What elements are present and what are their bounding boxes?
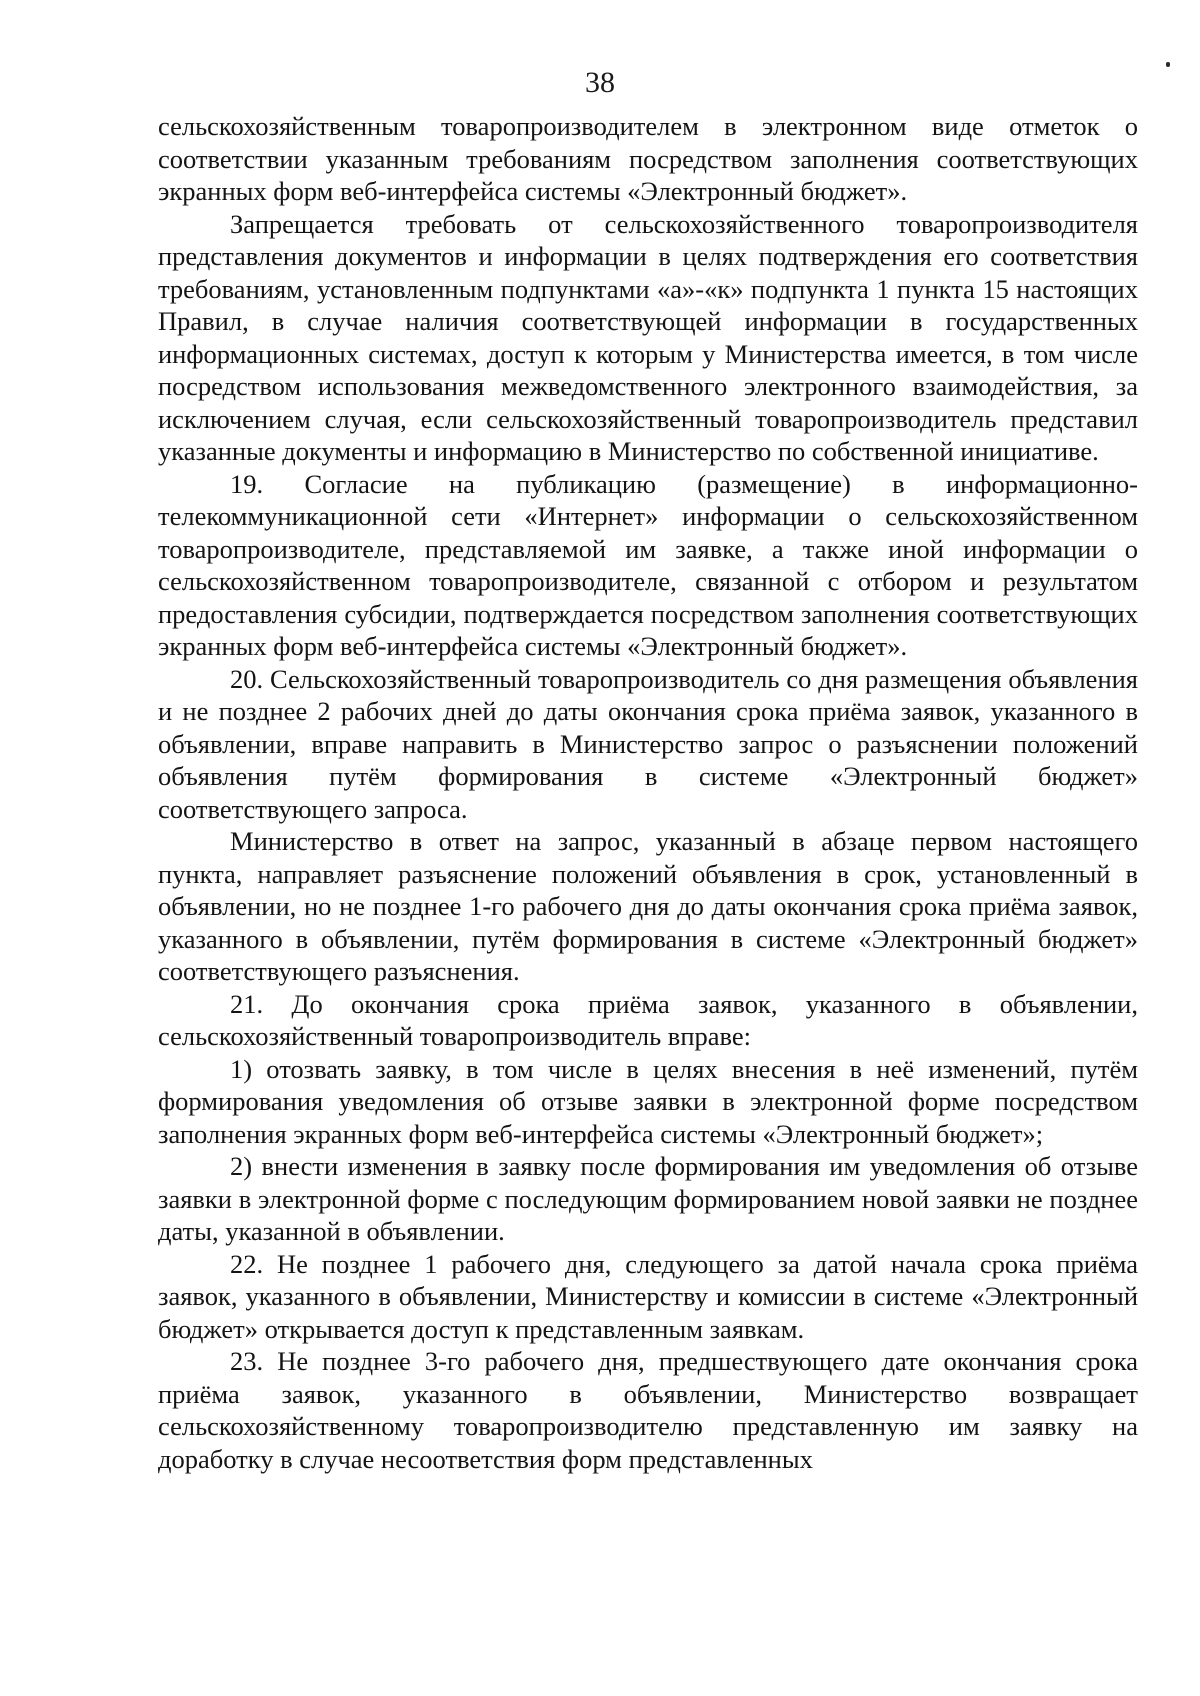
paragraph-21-item-1: 1) отозвать заявку, в том числе в целях внесения в неё изменений, путём формирования уведомления об отзыве заявки в электронной форме посредством заполнения экранных форм веб-интерфейса системы «Электронный бюджет»; (158, 1053, 1138, 1149)
paragraph-19: 19. Согласие на публикацию (размещение) в информационно-телекоммуникационной сети «Интернет» информации о сельскохозяйственном товаропроизводителе, представляемой им заявке, а также иной информации о сельскохозяйственном товаропроизводителе, связанной с отбором и результатом предоставления субсидии, подтверждается посредством заполнения соответствующих экранных форм веб-интерфейса системы «Электронный бюджет». (158, 468, 1138, 661)
scan-speck (1166, 62, 1170, 67)
page-number: 38 (585, 66, 615, 99)
document-body (158, 110, 1138, 1475)
paragraph-22: 22. Не позднее 1 рабочего дня, следующего за датой начала срока приёма заявок, указанного в объявлении, Министерству и комиссии в системе «Электронный бюджет» открывается доступ к представленным заявкам. (158, 1248, 1138, 1344)
paragraph-prohibition: Запрещается требовать от сельскохозяйственного товаропроизводителя представления документов и информации в целях подтверждения его соответствия требованиям, установленным подпунктами «а»-«к» подпункта 1 пункта 15 настоящих Правил, в случае наличия соответствующей информации в государственных информационных системах, доступ к которым у Министерства имеется, в том числе посредством использования межведомственного электронного взаимодействия, за исключением случая, если сельскохозяйственный товаропроизводитель представил указанные документы и информацию в Министерство по собственной инициативе. (158, 208, 1138, 466)
paragraph-continuation: сельскохозяйственным товаропроизводителем в электронном виде отметок о соответствии указанным требованиям посредством заполнения соответствующих экранных форм веб-интерфейса системы «Электронный бюджет». (158, 111, 1138, 206)
paragraph-20-answer: Министерство в ответ на запрос, указанный в абзаце первом настоящего пункта, направляет разъяснение положений объявления в срок, установленный в объявлении, но не позднее 1-го рабочего дня до даты окончания срока приёма заявок, указанного в объявлении, путём формирования в системе «Электронный бюджет» соответствующего разъяснения. (158, 826, 1138, 986)
paragraph-20: 20. Сельскохозяйственный товаропроизводитель со дня размещения объявления и не позднее 2 рабочих дней до даты окончания срока приёма заявок, указанного в объявлении, вправе направить в Министерство запрос о разъяснении положений объявления путём формирования в системе «Электронный бюджет» соответствующего запроса. (158, 663, 1138, 824)
paragraph-21-item-2: 2) внести изменения в заявку после формирования им уведомления об отзыве заявки в электронной форме с последующим формированием новой заявки не позднее даты, указанной в объявлении. (158, 1151, 1138, 1246)
paragraph-23: 23. Не позднее 3-го рабочего дня, предшествующего дате окончания срока приёма заявок, указанного в объявлении, Министерство возвращает сельскохозяйственному товаропроизводителю представленную им заявку на доработку в случае несоответствия форм представленных (158, 1346, 1138, 1474)
paragraph-21: 21. До окончания срока приёма заявок, указанного в объявлении, сельскохозяйственный товаропроизводитель вправе: (158, 988, 1138, 1051)
